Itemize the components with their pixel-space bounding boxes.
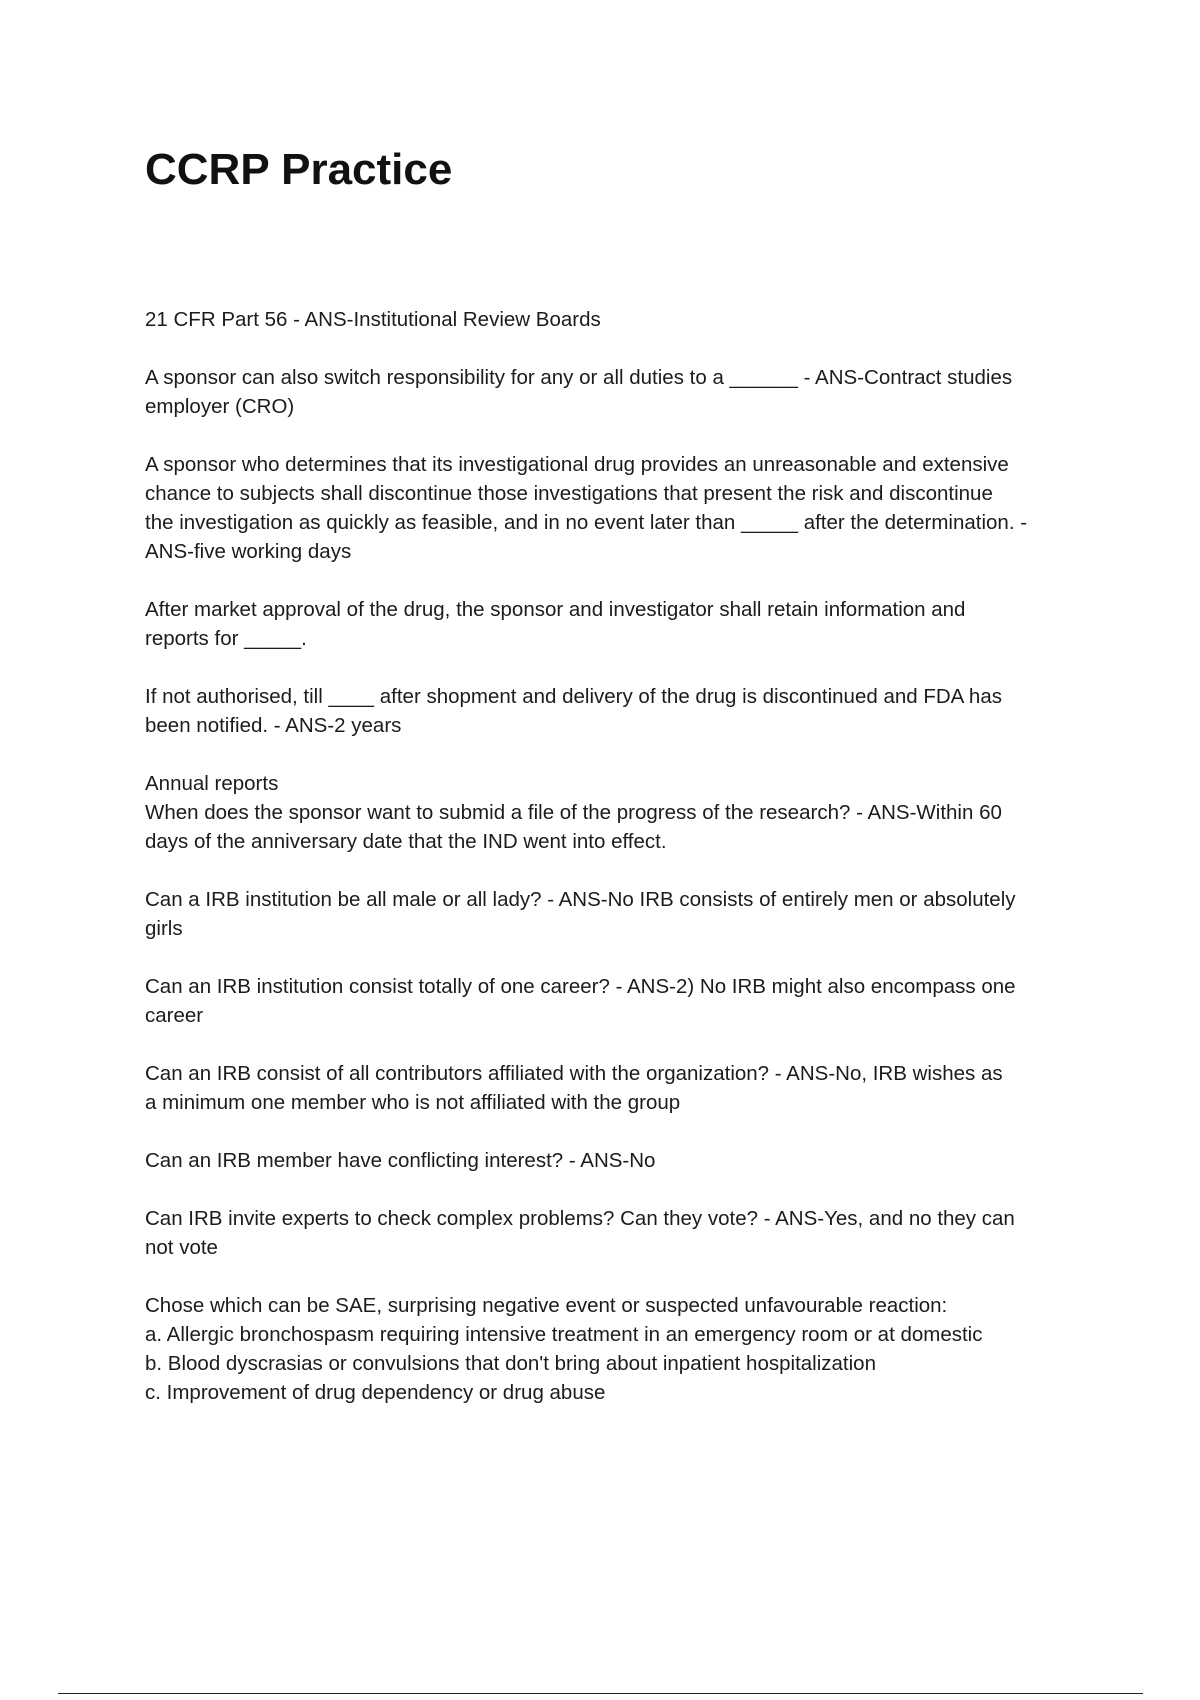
entry-line: Chose which can be SAE, surprising negative event or suspected unfavourable reaction: [145,1294,948,1317]
entry-line: girls [145,917,183,940]
qa-entry [145,682,1090,740]
entry-line: Can an IRB institution consist totally of one career? - ANS-2) No IRB might also encompass one [145,975,1016,998]
entry-line: Can an IRB consist of all contributors affiliated with the organization? - ANS-No, IRB wishes as [145,1062,1003,1085]
entry-line: 21 CFR Part 56 - ANS-Institutional Review Boards [145,308,601,331]
entry-line: a. Allergic bronchospasm requiring intensive treatment in an emergency room or at domestic [145,1323,983,1346]
qa-entry [145,1146,1090,1175]
footer-divider [58,1693,1143,1694]
qa-entry [145,972,1090,1030]
qa-entry [145,450,1090,566]
entry-line: c. Improvement of drug dependency or drug abuse [145,1381,606,1404]
entry-line: If not authorised, till ____ after shopment and delivery of the drug is discontinued and FDA has [145,685,1002,708]
entry-line: Annual reports [145,772,279,795]
qa-entry [145,769,1090,856]
entry-line: days of the anniversary date that the IND went into effect. [145,830,667,853]
entry-line: not vote [145,1236,218,1259]
entry-line: been notified. - ANS-2 years [145,714,402,737]
qa-entry [145,363,1090,421]
entry-line: b. Blood dyscrasias or convulsions that don't bring about inpatient hospitalization [145,1352,876,1375]
entry-line: chance to subjects shall discontinue those investigations that present the risk and discontinue [145,482,993,505]
entry-line: When does the sponsor want to submid a file of the progress of the research? - ANS-Within 60 [145,801,1002,824]
entry-line: employer (CRO) [145,395,295,418]
entry-line: After market approval of the drug, the sponsor and investigator shall retain information and [145,598,966,621]
entry-line: reports for _____. [145,627,307,650]
entry-line: a minimum one member who is not affiliated with the group [145,1091,681,1114]
entry-line: career [145,1004,204,1027]
entry-line: the investigation as quickly as feasible, and in no event later than _____ after the determination. - [145,511,1028,534]
entry-line: Can IRB invite experts to check complex problems? Can they vote? - ANS-Yes, and no they can [145,1207,1015,1230]
entry-line: A sponsor who determines that its investigational drug provides an unreasonable and extensive [145,453,1009,476]
page-title: CCRP Practice [145,145,453,194]
document-body [145,305,1090,1436]
qa-entry [145,595,1090,653]
qa-entry [145,1204,1090,1262]
entry-line: Can an IRB member have conflicting interest? - ANS-No [145,1149,656,1172]
qa-entry [145,1059,1090,1117]
qa-entry [145,885,1090,943]
qa-entry [145,1291,1090,1407]
entry-line: A sponsor can also switch responsibility for any or all duties to a ______ - ANS-Contract studies [145,366,1013,389]
entry-line: ANS-five working days [145,540,352,563]
qa-entry [145,305,1090,334]
entry-line: Can a IRB institution be all male or all lady? - ANS-No IRB consists of entirely men or absolutely [145,888,1016,911]
